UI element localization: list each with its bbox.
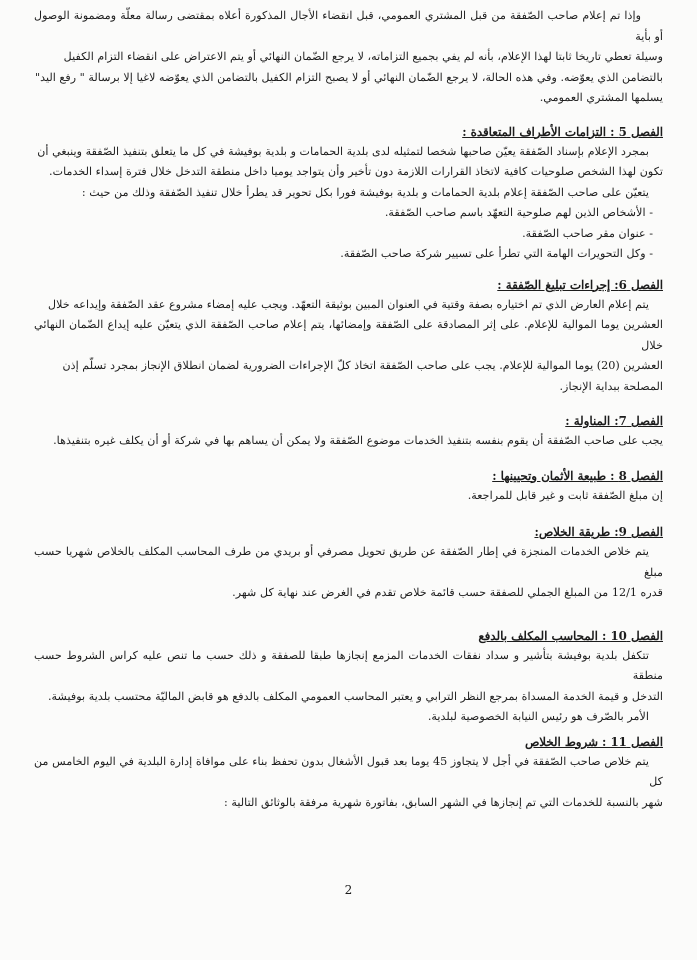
section-7: [34, 411, 663, 452]
text-line: وسيلة تعطي تاريخا ثابتا لهذا الإعلام، بأنه لم يفي بجميع التزاماته، لا يرجع الضّمان النهائي أو يتم الاعتراض على انقضاء التزام الكفيل: [63, 50, 663, 63]
text-line: المصلحة ببداية الإنجاز.: [559, 379, 663, 393]
section-title: الفصل 5 : التزامات الأطراف المتعاقدة :: [462, 124, 663, 139]
text-line: يتم إعلام العارض الذي تم اختياره بصفة وقتية في العنوان المبين بوثيقة التعهّد. ويجب عليه إمضاء مشروع عقد الصّفقة وإيداعه خلال: [48, 297, 649, 311]
text-line: يتعيّن على صاحب الصّفقة إعلام بلدية الحمامات و بلدية بوفيشة فورا بكل تحوير قد يطرأ خلال تنفيذ الصّفقة وذلك من حيث :: [81, 185, 649, 199]
list-item: - الأشخاص الذين لهم صلوحية التعهّد باسم صاحب الصّفقة.: [384, 206, 653, 219]
section-title: الفصل 9: طريقة الخلاص:: [534, 525, 663, 539]
text-line: وإذا تم إعلام صاحب الصّفقة من قبل المشتري العمومي، قبل انقضاء الأجال المذكورة أعلاه بمقتضى رسالة معلّة ومضمونة الوصول أو بأية: [34, 9, 663, 43]
text-line: التدخل و قيمة الخدمة المسداة بمرجع النظر الترابي و يعتبر المحاسب العمومي المكلف بالدفع هو قابض الماليّة محتسب بلدية بوفيشة.: [48, 689, 663, 703]
text-line: يتم خلاص صاحب الصّفقة في أجل لا يتجاوز 45 يوما بعد قبول الأشغال بدون تحفظ بناء على موافاة إدارة البلدية في اليوم الخامس من كل: [34, 754, 663, 788]
section-title: الفصل 11 : شروط الخلاص: [524, 734, 663, 749]
intro-paragraph: [34, 6, 663, 109]
section-title: الفصل 10 : المحاسب المكلف بالدفع: [478, 628, 663, 643]
list-item: - وكل التحويرات الهامة التي تطرأ على تسيير شركة صاحب الصّفقة.: [340, 247, 653, 260]
section-11: [34, 732, 663, 814]
section-6: [34, 275, 663, 398]
text-line: العشرين يوما الموالية للإعلام. على إثر المصادقة على الصّفقة وإمضائها، يتم إعلام صاحب الصّفقة الذي يتعيّن عليه إيداع الضّمان النهائي خلال: [34, 318, 663, 352]
text-line: الأمر بالصّرف هو رئيس النيابة الخصوصية لبلدية.: [427, 710, 649, 723]
section-title: الفصل 6: إجراءات تبليغ الصّفقة :: [497, 277, 663, 292]
section-9: [34, 522, 663, 604]
text-line: تكون لهذا الشخص صلوحيات كافية لاتخاذ القرارات اللازمة دون تأخير وأن يتواجد يوميا داخل منطقة التدخل خلال فترة إسداء الخدمات.: [49, 165, 663, 178]
section-8: [34, 466, 663, 507]
section-title: الفصل 7: المناولة :: [565, 414, 663, 428]
text-line: إن مبلغ الصّفقة ثابت و غير قابل للمراجعة.: [467, 488, 663, 502]
text-line: شهر بالنسبة للخدمات التي تم إنجازها في الشهر السابق، بفاتورة شهرية مرفقة بالوثائق التالية :: [224, 795, 663, 809]
list-item: - عنوان مقر صاحب الصّفقة.: [522, 226, 653, 240]
text-line: يتم خلاص الخدمات المنجزة في إطار الصّفقة عن طريق تحويل مصرفي أو بريدي من طرف المحاسب المكلف بالخلاص شهريا حسب مبلغ: [34, 545, 663, 579]
text-line: العشرين (20) يوما الموالية للإعلام. يجب على صاحب الصّفقة اتخاذ كلّ الإجراءات الضرورية لضمان انطلاق الإنجاز بمجرد تسلّم إذن: [62, 359, 663, 372]
text-line: قدره 12/1 من المبلغ الجملي للصفقة حسب قائمة خلاص تقدم في الغرض عند نهاية كل شهر.: [232, 586, 663, 599]
text-line: بمجرد الإعلام بإسناد الصّفقة يعيّن صاحبها شخصا لتمثيله لدى بلدية الحمامات و بلدية بوفيشة في كل ما يتعلق بتنفيذ الصّفقة وينبغي أن: [37, 144, 649, 158]
section-5: [34, 122, 663, 265]
text-line: تتكفل بلدية بوفيشة بتأشير و سداد نفقات الخدمات المزمع إنجازها طبقا للصفقة و ذلك حسب ما تنص عليه كراس الشروط حسب منطقة: [34, 648, 663, 682]
page-number: 2: [344, 883, 353, 897]
text-line: يجب على صاحب الصّفقة أن يقوم بنفسه بتنفيذ الخدمات موضوع الصّفقة ولا يمكن أن يساهم بها في شركة أو أن يكلف غيره بتنفيذها.: [53, 434, 663, 447]
text-line: يسلمها المشتري العمومي.: [539, 91, 663, 104]
text-line: بالتضامن الذي يعوّضه. وفي هذه الحالة، لا يرجع الضّمان النهائي أو لا يصبح التزام الكفيل بالتضامن الذي يعوّضه لاغيا إلا برسالة " رفع اليد": [34, 70, 663, 84]
section-10: [34, 626, 663, 728]
section-title: الفصل 8 : طبيعة الأثمان وتحيينها :: [492, 468, 663, 483]
